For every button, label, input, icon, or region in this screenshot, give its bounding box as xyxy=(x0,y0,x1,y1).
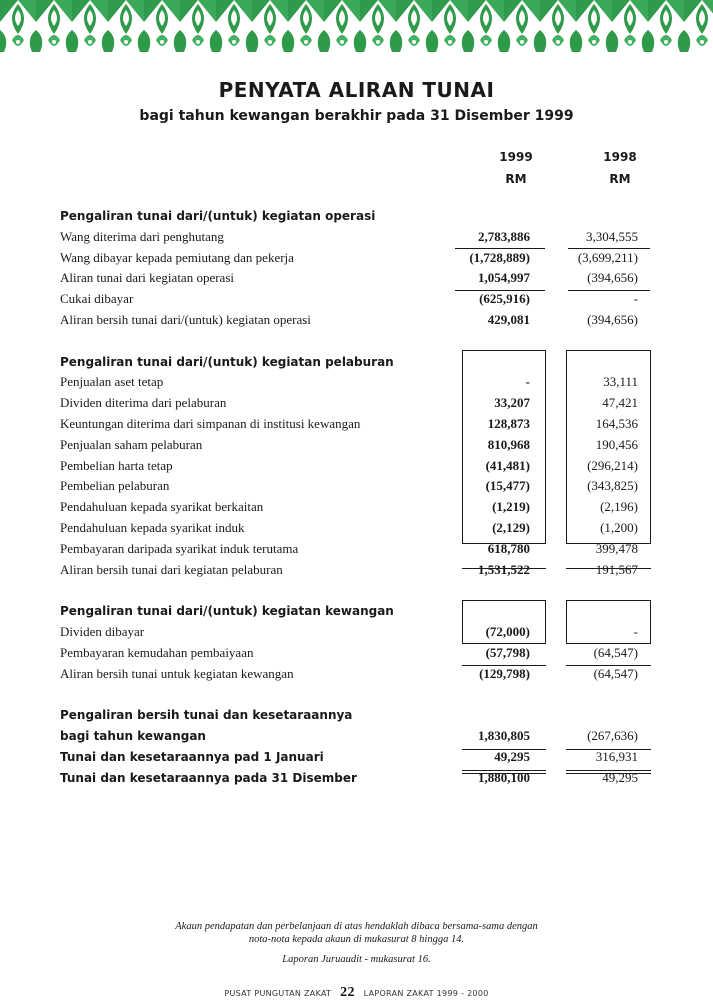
section-heading: bagi tahun kewangan xyxy=(60,729,206,743)
value-1999: - xyxy=(525,374,530,390)
unit-header-1999: RM xyxy=(505,172,527,186)
table-row xyxy=(60,684,660,704)
row-label: Pendahuluan kepada syarikat berkaitan xyxy=(60,499,264,515)
row-label: Dividen diterima dari pelaburan xyxy=(60,395,227,411)
rule-investing-net-1998 xyxy=(566,568,651,569)
section-heading: Pengaliran tunai dari/(untuk) kegiatan kewangan xyxy=(60,604,394,619)
row-label: Pendahuluan kepada syarikat induk xyxy=(60,520,245,535)
rule-operating-1999 xyxy=(455,248,545,249)
value-1998: (343,825) xyxy=(587,478,638,494)
page-footer xyxy=(0,985,713,1001)
double-rule-total-1998 xyxy=(566,770,651,774)
page-title: PENYATA ALIRAN TUNAI xyxy=(218,78,495,102)
box-investing-1999 xyxy=(462,350,546,544)
page-number: 22 xyxy=(340,985,355,1000)
value-1999: (72,000) xyxy=(485,624,530,639)
row-label: Penjualan aset tetap xyxy=(60,374,164,390)
table-row xyxy=(60,310,660,330)
box-financing-1999 xyxy=(462,600,546,644)
row-label: Aliran bersih tunai untuk kegiatan kewangan xyxy=(60,665,294,681)
page-subtitle: bagi tahun kewangan berakhir pada 31 Disember 1999 xyxy=(139,108,574,124)
value-1998: (394,656) xyxy=(587,270,638,286)
value-1999: (129,798) xyxy=(479,665,530,681)
value-1998: (64,547) xyxy=(593,665,638,681)
row-label: Aliran tunai dari kegiatan operasi xyxy=(60,270,234,286)
value-1999: 1,830,805 xyxy=(478,728,530,743)
table-row xyxy=(60,664,660,684)
value-1999: 429,081 xyxy=(487,312,530,327)
rule-operating-net-1998 xyxy=(568,290,650,291)
value-1999: 618,780 xyxy=(487,540,530,556)
row-label: Pembelian harta tetap xyxy=(60,457,173,473)
table-row xyxy=(60,268,660,288)
box-investing-1998 xyxy=(566,350,651,544)
row-label: Aliran bersih tunai dari kegiatan pelaburan xyxy=(60,561,283,577)
value-1998: (394,656) xyxy=(587,312,638,327)
rule-total-1999 xyxy=(462,749,546,750)
value-1999: (2,129) xyxy=(492,520,530,535)
table-row xyxy=(60,331,660,351)
value-1998: 33,111 xyxy=(603,374,638,390)
value-1999: (1,219) xyxy=(492,499,530,515)
decorative-banner xyxy=(0,0,713,52)
auditor-report-reference: Laporan Juruaudit - mukasurat 16. xyxy=(282,954,431,965)
value-1998: (2,196) xyxy=(600,499,638,515)
table-row xyxy=(60,580,660,600)
row-label: Cukai dibayar xyxy=(60,291,134,307)
rule-total-1998 xyxy=(566,749,651,750)
value-1998: (64,547) xyxy=(593,644,638,660)
value-1998: - xyxy=(633,624,638,639)
row-label: Penjualan saham pelaburan xyxy=(60,436,203,452)
row-label: Dividen dibayar xyxy=(60,624,145,639)
row-label: Wang dibayar kepada pemiutang dan pekerja xyxy=(60,249,294,265)
value-1999: 2,783,886 xyxy=(478,228,530,244)
value-1998: 164,536 xyxy=(595,416,638,431)
value-1999: 49,295 xyxy=(494,748,530,764)
rule-investing-net-1999 xyxy=(462,568,546,569)
rule-operating-1998 xyxy=(568,248,650,249)
table-row xyxy=(60,289,660,309)
table-row xyxy=(60,248,660,268)
value-1999: (1,728,889) xyxy=(469,249,530,265)
unit-header-1998: RM xyxy=(609,172,631,186)
double-rule-total-1999 xyxy=(462,770,546,774)
rule-financing-net-1999 xyxy=(462,665,546,666)
value-1998: 47,421 xyxy=(602,395,638,411)
section-heading: Pengaliran tunai dari/(untuk) kegiatan pelaburan xyxy=(60,354,394,369)
value-1998: 191,567 xyxy=(595,561,638,577)
row-label: Wang diterima dari penghutang xyxy=(60,228,224,244)
box-financing-1998 xyxy=(566,600,651,644)
value-1998: 3,304,555 xyxy=(586,228,638,244)
value-1998: (267,636) xyxy=(587,728,638,743)
value-1999: 1,531,522 xyxy=(478,561,530,577)
value-1998: 316,931 xyxy=(595,748,638,764)
value-1998: 49,295 xyxy=(602,769,638,785)
table-row xyxy=(60,726,660,746)
column-header-1999: 1999 xyxy=(499,150,533,164)
value-1998: 190,456 xyxy=(595,436,638,452)
footnote-line-1: Akaun pendapatan dan perbelanjaan di atas hendaklah dibaca bersama-sama dengan xyxy=(175,921,538,932)
value-1998: 399,478 xyxy=(595,540,638,556)
rule-operating-net-1999 xyxy=(455,290,545,291)
table-row xyxy=(60,705,660,725)
value-1999: 33,207 xyxy=(494,395,530,411)
footnote xyxy=(0,920,713,946)
section-heading: Pengaliran tunai dari/(untuk) kegiatan operasi xyxy=(60,209,376,223)
value-1998: (3,699,211) xyxy=(577,249,638,265)
rule-financing-net-1998 xyxy=(566,665,651,666)
value-1998: (296,214) xyxy=(587,457,638,473)
row-label: Pembelian pelaburan xyxy=(60,478,170,494)
value-1998: - xyxy=(633,291,638,307)
value-1999: (41,481) xyxy=(485,457,530,473)
row-label: Keuntungan diterima dari simpanan di institusi kewangan xyxy=(60,416,361,431)
footer-org: PUSAT PUNGUTAN ZAKAT xyxy=(224,989,332,998)
footer-report: LAPORAN ZAKAT 1999 - 2000 xyxy=(363,989,489,998)
value-1999: (15,477) xyxy=(485,478,530,494)
table-row xyxy=(60,560,660,580)
row-label: Pembayaran daripada syarikat induk terutama xyxy=(60,540,299,556)
value-1999: (625,916) xyxy=(479,291,530,307)
section-heading: Tunai dan kesetaraannya pad 1 Januari xyxy=(60,749,324,764)
row-label: Pembayaran kemudahan pembaiyaan xyxy=(60,644,254,660)
value-1999: 1,880,100 xyxy=(478,769,530,785)
table-row xyxy=(60,206,660,226)
table-row xyxy=(60,643,660,663)
row-label: Aliran bersih tunai dari/(untuk) kegiatan operasi xyxy=(60,312,311,327)
value-1999: 128,873 xyxy=(487,416,530,431)
value-1999: 1,054,997 xyxy=(478,270,530,286)
value-1999: (57,798) xyxy=(485,644,530,660)
column-header-1998: 1998 xyxy=(603,150,637,164)
table-row xyxy=(60,227,660,247)
section-heading: Pengaliran bersih tunai dan kesetaraannya xyxy=(60,708,353,723)
section-heading: Tunai dan kesetaraannya pada 31 Disember xyxy=(60,770,357,785)
value-1998: (1,200) xyxy=(600,520,638,535)
footnote-line-2: nota-nota kepada akaun di mukasurat 8 hingga 14. xyxy=(248,934,465,945)
value-1999: 810,968 xyxy=(487,436,530,452)
